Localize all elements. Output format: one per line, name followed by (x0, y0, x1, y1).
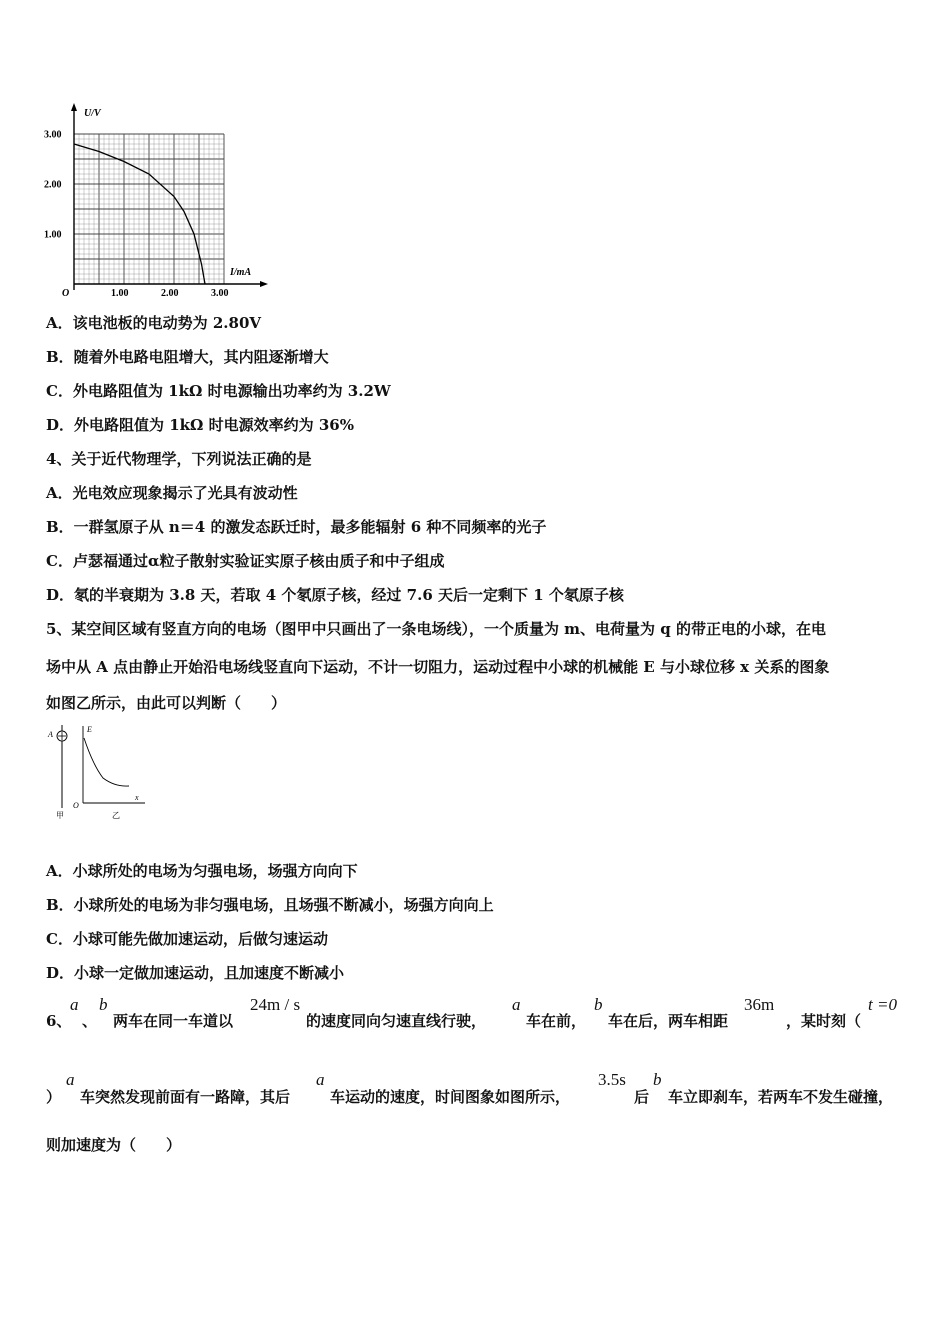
q6-text-1: 两车在同一车道以 (113, 1012, 234, 1030)
q6-text-6: ） (46, 1088, 62, 1106)
fig-jia-label: 甲 (56, 811, 64, 820)
q6-text-5: ，某时刻（ (786, 1012, 862, 1030)
q6-text-9: 后 (634, 1088, 650, 1106)
q6-text-11: 则加速度为（ ） (46, 1136, 182, 1154)
q6-text-2: 的速度同向匀速直线行驶， (306, 1012, 487, 1030)
q3-option-d: D．外电路阻值为 1kΩ 时电源效率约为 36% (46, 416, 354, 434)
q6-var-b-1: b (99, 995, 108, 1014)
ui-graph (40, 100, 280, 300)
y-tick-label: 1.00 (44, 229, 62, 241)
q6-var-a-4: a (316, 1070, 325, 1089)
q6-var-a-3: a (66, 1070, 75, 1089)
q6-text-4: 车在后，两车相距 (608, 1012, 729, 1030)
e-x-curve (84, 738, 129, 786)
q5-option-b: B．小球所处的电场为非匀强电场，且场强不断减小，场强方向向上 (46, 896, 494, 914)
e-label: E (87, 725, 92, 734)
q6-speed: 24m / s (250, 995, 301, 1014)
q6-var-a-1: a (70, 995, 79, 1014)
q6-var-b-3: b (653, 1070, 662, 1089)
q6-var-b-2: b (594, 995, 603, 1014)
x-tick-label: 3.00 (211, 288, 229, 299)
q6-var-a-2: a (512, 995, 521, 1014)
q6-number: 6、 (46, 1012, 72, 1030)
q5-stem-line-2: 场中从 A 点由静止开始沿电场线竖直向下运动，不计一切阻力，运动过程中小球的机械能 E 与小球位移 x 关系的图象 (46, 658, 830, 676)
q6-text-10: 车立即刹车，若两车不发生碰撞， (668, 1088, 894, 1106)
x-axis-arrow (260, 281, 268, 287)
x-axis-label: I/mA (230, 267, 252, 278)
fig-yi-label: 乙 (112, 811, 120, 820)
q6-distance: 36m (744, 995, 775, 1014)
origin-o-label: O (73, 801, 79, 810)
q5-stem-line-1: 5、某空间区域有竖直方向的电场（图甲中只画出了一条电场线），一个质量为 m、电荷量为 q 的带正电的小球，在电 (46, 620, 826, 638)
q3-option-b: B．随着外电路电阻增大，其内阻逐渐增大 (46, 348, 329, 366)
origin-label: O (62, 288, 70, 299)
y-tick-label: 3.00 (44, 129, 62, 141)
point-a-label: A (48, 730, 53, 739)
q5-stem-line-3: 如图乙所示，由此可以判断（ ） (46, 694, 287, 712)
q4-stem: 4、关于近代物理学，下列说法正确的是 (46, 450, 312, 468)
q4-option-a: A．光电效应现象揭示了光具有波动性 (46, 484, 298, 502)
y-axis-label: U/V (84, 108, 101, 119)
q6-text-7: 车突然发现前面有一路障，其后 (80, 1088, 291, 1106)
x-label: x (135, 793, 139, 802)
q5-option-c: C．小球可能先做加速运动，后做匀速运动 (46, 930, 328, 948)
q6-t-zero: t =0 (868, 995, 897, 1014)
q5-figure (45, 720, 155, 825)
graph-ticks (44, 130, 229, 300)
q4-option-b: B．一群氢原子从 n＝4 的激发态跃迁时，最多能辐射 6 种不同频率的光子 (46, 518, 547, 536)
q5-option-a: A．小球所处的电场为匀强电场，场强方向向下 (46, 862, 358, 880)
q6-text-3: 车在前， (526, 1012, 587, 1030)
q6-sep: 、 (82, 1012, 98, 1030)
q4-option-d: D．氡的半衰期为 3.8 天，若取 4 个氡原子核，经过 7.6 天后一定剩下 1 个氡原子核 (46, 586, 624, 604)
x-tick-label: 2.00 (161, 288, 179, 299)
q4-option-c: C．卢瑟福通过α粒子散射实验证实原子核由质子和中子组成 (46, 552, 445, 570)
q3-option-a: A．该电池板的电动势为 2.80V (46, 314, 262, 332)
y-axis-arrow (71, 103, 77, 111)
y-tick-label: 2.00 (44, 179, 62, 191)
q6-time: 3.5s (598, 1070, 626, 1089)
q6-text-8: 车运动的速度，时间图象如图所示， (330, 1088, 571, 1106)
q5-option-d: D．小球一定做加速运动，且加速度不断减小 (46, 964, 345, 982)
x-tick-label: 1.00 (111, 288, 129, 299)
q3-option-c: C．外电路阻值为 1kΩ 时电源输出功率约为 3.2W (46, 382, 391, 400)
